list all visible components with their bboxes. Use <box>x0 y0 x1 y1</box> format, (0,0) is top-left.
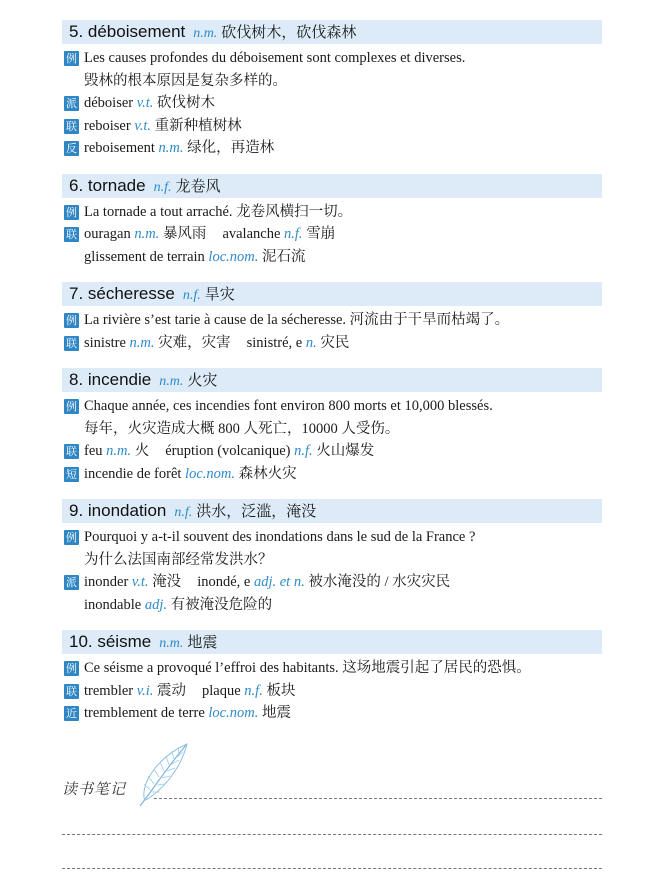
entry-header <box>62 499 602 523</box>
grammar-label: v.t. <box>131 574 149 590</box>
entry-line <box>62 223 602 246</box>
line-text: 火山爆发 <box>312 443 375 459</box>
line-text: 暴风雨 <box>159 226 207 242</box>
line-text: incendie de forêt <box>84 465 186 482</box>
grammar-label: n. <box>305 334 317 351</box>
part-of-speech: n.m. <box>159 636 184 651</box>
entry-line-continued <box>62 70 602 93</box>
vocab-entry <box>62 368 602 485</box>
grammar-label: adj. et n. <box>253 574 305 590</box>
grammar-label: n.m. <box>134 226 160 242</box>
grammar-label: adj. <box>144 596 167 613</box>
line-text: 毁林的根本原因是复杂多样的。 <box>84 72 287 89</box>
entry-header <box>62 282 602 306</box>
grammar-label: n.m. <box>129 334 155 351</box>
entry-line <box>62 395 602 418</box>
feather-icon <box>132 740 192 810</box>
headword-gloss: 砍伐树木，砍伐森林 <box>221 25 357 41</box>
entry-line <box>62 440 602 463</box>
headword-gloss: 地震 <box>187 635 218 651</box>
line-tag-badge: 联 <box>66 336 77 350</box>
line-tag-badge: 例 <box>66 662 77 675</box>
entry-line <box>62 680 602 703</box>
vocab-entry <box>62 20 602 160</box>
headword: 5. déboisement <box>69 22 186 41</box>
entry-line <box>62 702 602 725</box>
entry-header <box>62 174 602 198</box>
line-text: 重新种植树林 <box>150 117 242 134</box>
line-tag-badge: 例 <box>66 531 77 544</box>
part-of-speech: n.f. <box>182 288 201 303</box>
notes-line <box>62 868 602 869</box>
notes-line <box>62 834 602 835</box>
entry-line <box>62 47 602 70</box>
line-text: éruption (volcanique) <box>165 443 295 459</box>
line-text: 绿化，再造林 <box>183 140 275 156</box>
entry-line-continued <box>62 246 602 269</box>
line-text: feu <box>84 443 107 459</box>
notes-title: 读书笔记 <box>62 780 127 798</box>
line-text: 砍伐树木 <box>153 95 216 111</box>
grammar-label: v.t. <box>134 117 151 134</box>
entry-line <box>62 332 602 355</box>
line-text: 每年，火灾造成大概 800 人死亡，10000 人受伤。 <box>84 420 400 437</box>
line-text: inondable <box>84 596 145 613</box>
grammar-label: n.f. <box>284 226 303 242</box>
headword: 8. incendie <box>69 370 152 389</box>
line-text: sinistre <box>84 334 130 351</box>
line-text: 地震 <box>258 705 291 721</box>
line-tag-badge: 派 <box>66 97 77 110</box>
part-of-speech: n.m. <box>193 26 218 41</box>
entry-line-continued <box>62 418 602 441</box>
vocab-entry <box>62 282 602 354</box>
line-text: 板块 <box>262 682 296 699</box>
entry-line <box>62 526 602 549</box>
headword: 6. tornade <box>69 175 146 195</box>
line-text: 被水淹没的 / 水灾灾民 <box>304 574 451 590</box>
line-text: 火 <box>131 443 150 459</box>
line-tag-badge: 反 <box>66 142 77 155</box>
entry-line <box>62 657 602 680</box>
headword: 10. séisme <box>69 632 152 651</box>
grammar-label: n.m. <box>106 443 132 459</box>
entry-line-continued <box>62 549 602 572</box>
entry-line <box>62 201 602 224</box>
line-text: reboisement <box>84 140 159 156</box>
vocabulary-page <box>62 20 602 739</box>
grammar-label: v.t. <box>136 95 154 111</box>
grammar-label: loc.nom. <box>208 705 259 721</box>
entry-line <box>62 309 602 332</box>
reading-notes <box>62 740 602 880</box>
entry-header <box>62 20 602 44</box>
line-text: 灾难，灾害 <box>154 334 231 351</box>
line-text: 有被淹没危险的 <box>166 596 273 613</box>
headword: 9. inondation <box>69 501 167 520</box>
line-tag-badge: 联 <box>66 119 77 133</box>
line-tag-badge: 例 <box>66 52 77 65</box>
line-tag-badge: 联 <box>66 228 77 241</box>
line-text: plaque <box>202 682 245 699</box>
grammar-label: n.f. <box>244 682 263 699</box>
line-tag-badge: 例 <box>66 205 77 219</box>
entry-line <box>62 92 602 115</box>
line-text: Chaque année, ces incendies font environ 800 morts et 10,000 blessés. <box>84 398 493 414</box>
headword-gloss: 洪水，泛滥，淹没 <box>196 504 317 520</box>
line-text: ouragan <box>84 226 135 242</box>
line-tag-badge: 例 <box>66 400 77 413</box>
line-text: 震动 <box>153 682 187 699</box>
entry-line <box>62 115 602 138</box>
headword-gloss: 龙卷风 <box>175 178 221 195</box>
line-tag-badge: 短 <box>66 467 77 481</box>
headword-gloss: 旱灾 <box>204 287 235 303</box>
line-text: Ce séisme a provoqué l’effroi des habitants. 这场地震引起了居民的恐惧。 <box>84 660 531 676</box>
entry-header <box>62 368 602 392</box>
entry-line <box>62 137 602 160</box>
line-text: déboiser <box>84 95 137 111</box>
line-text: 为什么法国南部经常发洪水？ <box>84 551 273 568</box>
line-text: La tornade a tout arraché. 龙卷风横扫一切。 <box>84 203 353 220</box>
part-of-speech: n.f. <box>174 505 193 520</box>
line-text: 泥石流 <box>258 248 306 265</box>
line-tag-badge: 例 <box>66 314 77 327</box>
line-text: sinistré, e <box>246 334 306 351</box>
line-text: inonder <box>84 574 132 590</box>
line-text: 淹没 <box>148 574 182 590</box>
line-text: 灾民 <box>316 334 350 351</box>
entry-header <box>62 630 602 654</box>
grammar-label: n.f. <box>294 443 313 459</box>
line-text: avalanche <box>222 226 285 242</box>
line-text: trembler <box>84 682 137 699</box>
part-of-speech: n.f. <box>153 179 172 195</box>
line-tag-badge: 联 <box>66 445 77 458</box>
entry-line <box>62 463 602 486</box>
line-text: glissement de terrain <box>84 248 209 265</box>
notes-line <box>154 798 602 799</box>
headword: 7. sécheresse <box>69 284 175 303</box>
vocab-entry <box>62 630 602 725</box>
headword-gloss: 火灾 <box>187 373 218 389</box>
entry-line <box>62 571 602 594</box>
line-text: inondé, e <box>197 574 254 590</box>
line-tag-badge: 派 <box>66 576 77 589</box>
entry-line-continued <box>62 594 602 617</box>
vocab-entry <box>62 174 602 269</box>
grammar-label: loc.nom. <box>185 465 235 482</box>
grammar-label: loc.nom. <box>208 248 259 265</box>
line-text: tremblement de terre <box>84 705 209 721</box>
line-text: Les causes profondes du déboisement sont complexes et diverses. <box>84 50 466 66</box>
line-text: 森林火灾 <box>234 465 297 482</box>
line-text: 雪崩 <box>302 226 336 242</box>
part-of-speech: n.m. <box>159 374 184 389</box>
line-tag-badge: 联 <box>66 684 77 698</box>
line-tag-badge: 近 <box>66 707 77 720</box>
grammar-label: v.i. <box>136 682 154 699</box>
grammar-label: n.m. <box>158 140 184 156</box>
line-text: reboiser <box>84 117 135 134</box>
line-text: Pourquoi y a-t-il souvent des inondations dans le sud de la France ? <box>84 529 476 545</box>
vocab-entry <box>62 499 602 616</box>
line-text: La rivière s’est tarie à cause de la sécheresse. 河流由于干旱而枯竭了。 <box>84 312 510 328</box>
